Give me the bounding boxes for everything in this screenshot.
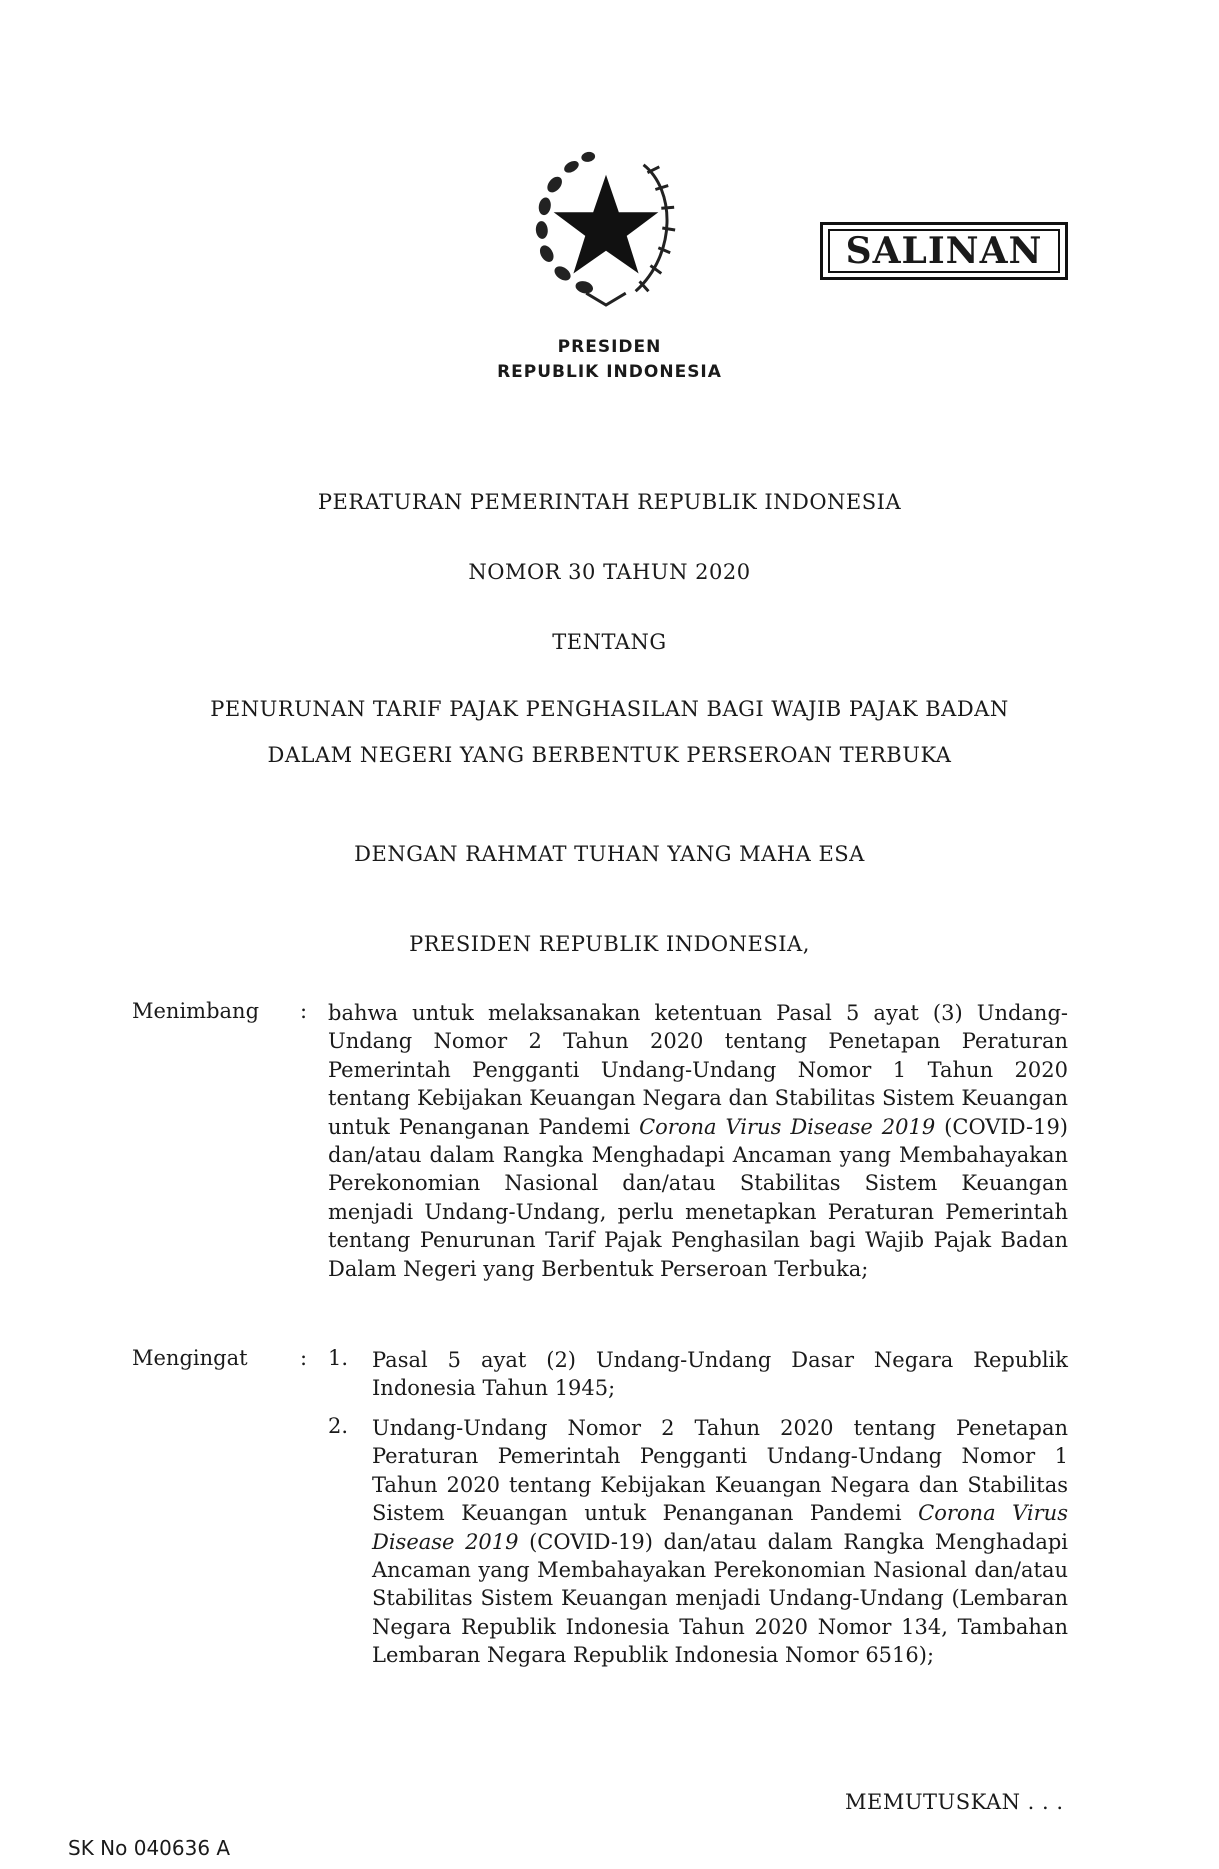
mengingat-item-1-number: 1. [328, 1346, 349, 1370]
salinan-stamp [820, 222, 1068, 280]
menimbang-colon: : [300, 999, 308, 1023]
salinan-label: SALINAN [828, 229, 1060, 273]
regulation-number: NOMOR 30 TAHUN 2020 [468, 560, 751, 584]
regulation-subject-line-2: DALAM NEGERI YANG BERBENTUK PERSEROAN TERBUKA [267, 743, 952, 767]
menimbang-text: bahwa untuk melaksanakan ketentuan Pasal 5 ayat (3) Undang-Undang Nomor 2 Tahun 2020 tentang Penetapan Peraturan Pemerintah Pengganti Undang-Undang Nomor 1 Tahun 2020 tentang Kebijakan Keuangan Negara dan Stabilitas Sistem Keuangan untuk Penanganan Pandemi Corona Virus Disease 2019 (COVID-19) dan/atau dalam Rangka Menghadapi Ancaman yang Membahayakan Perekonomian Nasional dan/atau Stabilitas Sistem Keuangan menjadi Undang-Undang, perlu menetapkan Peraturan Pemerintah tentang Penurunan Tarif Pajak Penghasilan bagi Wajib Pajak Badan Dalam Negeri yang Berbentuk Perseroan Terbuka; [328, 1001, 1068, 1281]
serial-number: SK No 040636 A [68, 1836, 231, 1860]
regulation-subject-line-1: PENURUNAN TARIF PAJAK PENGHASILAN BAGI WAJIB PAJAK BADAN [210, 697, 1009, 721]
president-line: PRESIDEN REPUBLIK INDONESIA, [409, 932, 810, 956]
continued-marker: MEMUTUSKAN . . . [845, 1790, 1064, 1814]
menimbang-italic: Corona Virus Disease 2019 [639, 1114, 936, 1139]
mengingat-item-1-text: Pasal 5 ayat (2) Undang-Undang Dasar Negara Republik Indonesia Tahun 1945; [372, 1348, 1068, 1401]
mengingat-label: Mengingat [132, 1346, 248, 1370]
invocation: DENGAN RAHMAT TUHAN YANG MAHA ESA [354, 842, 865, 866]
menimbang-label: Menimbang [132, 999, 260, 1023]
garuda-star-wreath-icon [527, 145, 685, 313]
mengingat-item-2-number: 2. [328, 1414, 349, 1438]
issuer-line-2: REPUBLIK INDONESIA [497, 362, 722, 382]
mengingat-colon: : [300, 1346, 308, 1370]
mengingat-item-2-text: Undang-Undang Nomor 2 Tahun 2020 tentang Penetapan Peraturan Pemerintah Pengganti Undang-Undang Nomor 1 Tahun 2020 tentang Kebijakan Keuangan Negara dan Stabilitas Sistem Keuangan untuk Penanganan Pandemi Corona Virus Disease 2019 (COVID-19) dan/atau dalam Rangka Menghadapi Ancaman yang Membahayakan Perekonomian Nasional dan/atau Stabilitas Sistem Keuangan menjadi Undang-Undang (Lembaran Negara Republik Indonesia Tahun 2020 Nomor 134, Tambahan Lembaran Negara Republik Indonesia Nomor 6516); [372, 1416, 1068, 1668]
issuer-line-1: PRESIDEN [557, 337, 662, 357]
regulation-title: PERATURAN PEMERINTAH REPUBLIK INDONESIA [317, 490, 902, 514]
regulation-about: TENTANG [552, 630, 667, 654]
mengingat-item-2-italic: Corona Virus Disease 2019 [372, 1501, 1068, 1554]
